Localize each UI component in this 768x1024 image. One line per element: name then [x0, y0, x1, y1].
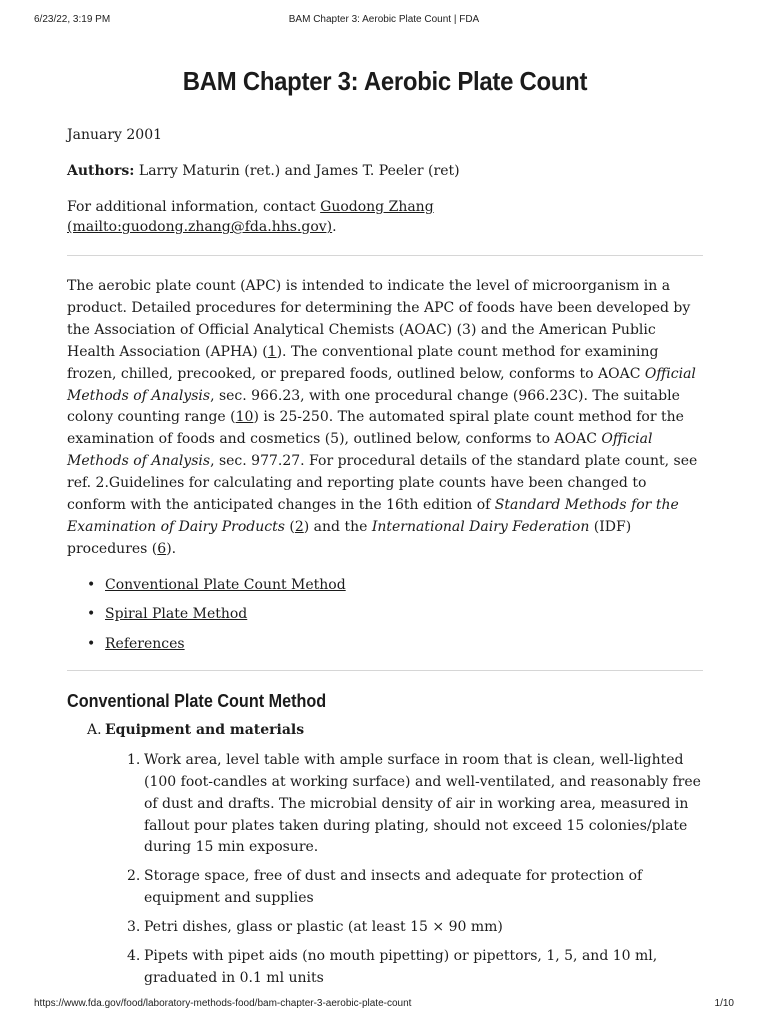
- intro-text: , sec. 977.27. For procedural details of the standard plate count, see ref. 2.Guidelines for calculating and reporting plate counts have been changed to conform with the anticipated changes in the 16th edition of: [67, 453, 698, 514]
- list-item: [127, 866, 703, 910]
- intro-text: ) is 25-250. The automated spiral plate count method for the examination of foods and cosmetics (5), outlined below, conforms to AOAC: [67, 409, 684, 448]
- item-number: 3.: [127, 919, 141, 936]
- equipment-list: [127, 750, 703, 990]
- intro-text: (IDF) procedures (: [67, 518, 632, 557]
- toc-link-references[interactable]: References: [105, 635, 185, 652]
- section-title: Conventional Plate Count Method: [67, 690, 327, 711]
- reference-link[interactable]: 10: [235, 409, 254, 426]
- toc-link-spiral[interactable]: Spiral Plate Method: [105, 606, 248, 623]
- reference-link[interactable]: 6: [157, 540, 167, 557]
- reference-link[interactable]: 2: [294, 518, 304, 535]
- item-text: Work area, level table with ample surface in room that is clean, well-lighted (100 foot-candles at working surface) and well-ventilated, and reasonably free of dust and drafts. The microbial density of air in working area, measured in fallout pour plates taken during plating, should not exceed 15 colonies/plate during 15 min exposure.: [144, 751, 701, 856]
- item-number: 4.: [127, 948, 141, 965]
- authors-label: Authors:: [67, 163, 135, 179]
- toc-link-conventional[interactable]: Conventional Plate Count Method: [105, 576, 346, 593]
- item-text: Storage space, free of dust and insects and adequate for protection of equipment and supplies: [144, 868, 643, 907]
- toc-item: [87, 634, 703, 654]
- subsection-letter: A.: [87, 721, 102, 738]
- page-title: BAM Chapter 3: Aerobic Plate Count: [182, 66, 588, 96]
- reference-link[interactable]: 1: [267, 343, 277, 360]
- divider: [67, 255, 703, 256]
- subsection-heading: [87, 720, 703, 740]
- intro-emphasis: Official Methods of Analysis: [67, 431, 653, 470]
- item-number: 1.: [127, 751, 141, 768]
- contact-line: [67, 197, 703, 237]
- table-of-contents: [87, 575, 703, 654]
- intro-text: The aerobic plate count (APC) is intended to indicate the level of microorganism in a product. Detailed procedures for determining the APC of foods have been developed by the Association of Official Analytical Chemists (AOAC) (3) and the American Public Health Association (APHA) (: [67, 278, 691, 360]
- subsection-title: Equipment and materials: [105, 721, 305, 738]
- toc-item: [87, 604, 703, 624]
- authors-line: [67, 161, 703, 181]
- intro-emphasis: Official Methods of Analysis: [67, 365, 696, 404]
- contact-suffix: .: [332, 219, 337, 235]
- intro-text: , sec. 966.23, with one procedural change (966.23C). The suitable colony counting range (: [67, 387, 680, 426]
- page-number: 1/10: [714, 998, 734, 1009]
- item-text: Petri dishes, glass or plastic (at least 15 × 90 mm): [144, 919, 503, 936]
- intro-text: ). The conventional plate count method for examining frozen, chilled, precooked, or prepared foods, outlined below, conforms to AOAC: [67, 343, 659, 382]
- divider: [67, 670, 703, 671]
- contact-prefix: For additional information, contact: [67, 199, 321, 215]
- intro-text: ).: [166, 540, 177, 557]
- list-item: [127, 946, 703, 990]
- authors-names: Larry Maturin (ret.) and James T. Peeler (ret): [138, 163, 460, 179]
- intro-text: (: [284, 518, 295, 535]
- print-footer: [34, 998, 734, 1012]
- print-doc-title: BAM Chapter 3: Aerobic Plate Count | FDA: [288, 14, 480, 25]
- toc-item: [87, 575, 703, 595]
- list-item: [127, 750, 703, 860]
- item-number: 2.: [127, 868, 141, 885]
- list-item: [127, 917, 703, 939]
- print-header: [34, 14, 734, 28]
- print-datetime: 6/23/22, 3:19 PM: [34, 14, 111, 25]
- contact-link[interactable]: Guodong Zhang (mailto:guodong.zhang@fda.hhs.gov): [67, 199, 434, 235]
- intro-paragraph: [67, 276, 703, 561]
- intro-emphasis: Standard Methods for the Examination of Dairy Products: [67, 497, 679, 535]
- intro-emphasis: International Dairy Federation: [371, 518, 590, 535]
- intro-text: ) and the: [303, 518, 372, 535]
- publish-date: January 2001: [67, 127, 163, 143]
- article: [67, 66, 703, 997]
- item-text: Pipets with pipet aids (no mouth pipetting) or pipettors, 1, 5, and 10 ml, graduated in 0.1 ml units: [144, 948, 658, 986]
- print-url: https://www.fda.gov/food/laboratory-methods-food/bam-chapter-3-aerobic-plate-count: [34, 998, 412, 1009]
